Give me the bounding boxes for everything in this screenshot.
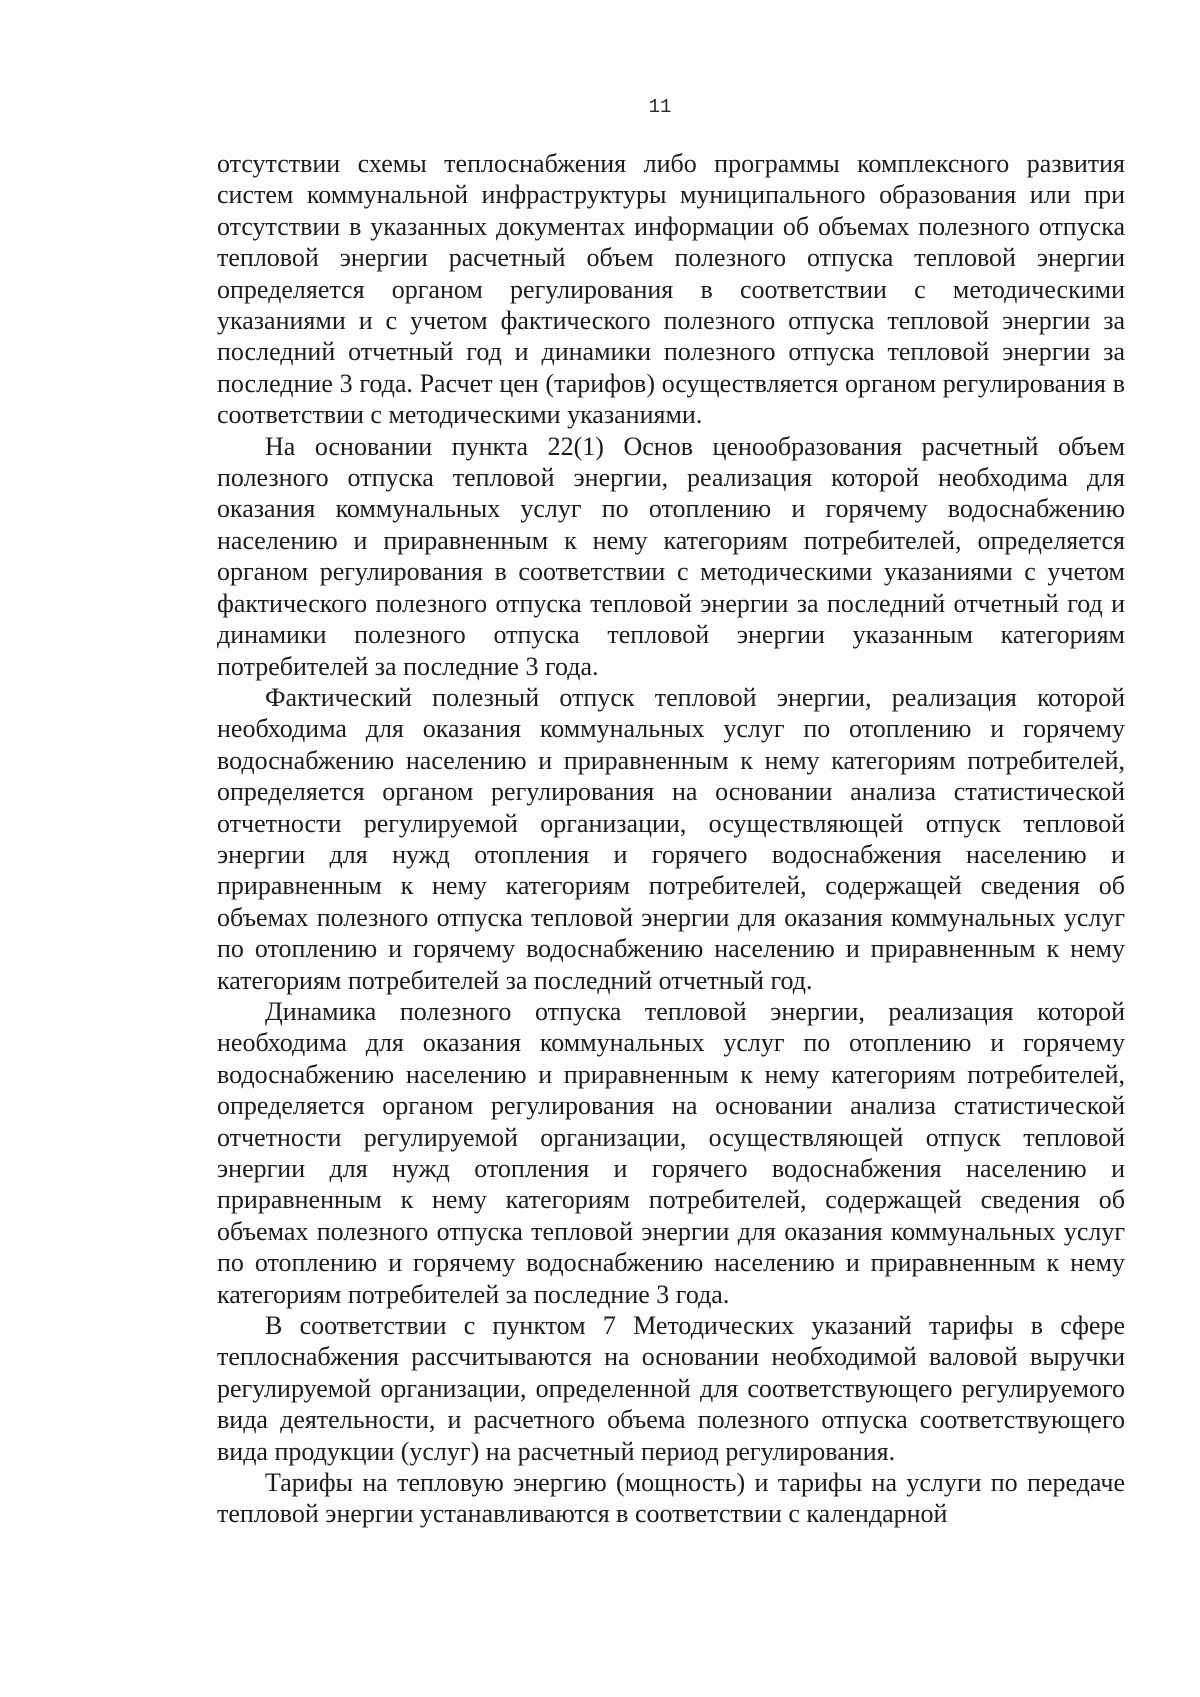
paragraph-5: В соответствии с пунктом 7 Методических указаний тарифы в сфере теплоснабжения рассчитываются на основании необходимой валовой выручки регулируемой организации, определенной для соответствующего регулируемого вида деятельности, и расчетного объема полезного отпуска соответствующего вида продукции (услуг) на расчетный период регулирования. xyxy=(217,1311,1125,1466)
paragraph-4: Динамика полезного отпуска тепловой энергии, реализация которой необходима для оказания коммунальных услуг по отоплению и горячему водоснабжению населению и приравненным к нему категориям потребителей, определяется органом регулирования на основании анализа статистической отчетности регулируемой организации, осуществляющей отпуск тепловой энергии для нужд отопления и горячего водоснабжения населению и приравненным к нему категориям потребителей, содержащей сведения об объемах полезного отпуска тепловой энергии для оказания коммунальных услуг по отоплению и горячему водоснабжению населению и приравненным к нему категориям потребителей за последние 3 года. xyxy=(217,996,1125,1309)
document-body xyxy=(217,148,1125,1530)
paragraph-6: Тарифы на тепловую энергию (мощность) и тарифы на услуги по передаче тепловой энергии устанавливаются в соответствии с календарной xyxy=(217,1468,1125,1529)
paragraph-2: На основании пункта 22(1) Основ ценообразования расчетный объем полезного отпуска тепловой энергии, реализация которой необходима для оказания коммунальных услуг по отоплению и горячему водоснабжению населению и приравненным к нему категориям потребителей, определяется органом регулирования в соответствии с методическими указаниями с учетом фактического полезного отпуска тепловой энергии за последний отчетный год и динамики полезного отпуска тепловой энергии указанным категориям потребителей за последние 3 года. xyxy=(217,431,1125,681)
paragraph-3: Фактический полезный отпуск тепловой энергии, реализация которой необходима для оказания коммунальных услуг по отоплению и горячему водоснабжению населению и приравненным к нему категориям потребителей, определяется органом регулирования на основании анализа статистической отчетности регулируемой организации, осуществляющей отпуск тепловой энергии для нужд отопления и горячего водоснабжения населению и приравненным к нему категориям потребителей, содержащей сведения об объемах полезного отпуска тепловой энергии для оказания коммунальных услуг по отоплению и горячему водоснабжению населению и приравненным к нему категориям потребителей за последний отчетный год. xyxy=(217,682,1125,995)
page-number: 11 xyxy=(648,96,672,118)
paragraph-1: отсутствии схемы теплоснабжения либо программы комплексного развития систем коммунальной инфраструктуры муниципального образования или при отсутствии в указанных документах информации об объемах полезного отпуска тепловой энергии расчетный объем полезного отпуска тепловой энергии определяется органом регулирования в соответствии с методическими указаниями и с учетом фактического полезного отпуска тепловой энергии за последний отчетный год и динамики полезного отпуска тепловой энергии за последние 3 года. Расчет цен (тарифов) осуществляется органом регулирования в соответствии с методическими указаниями. xyxy=(217,149,1125,430)
